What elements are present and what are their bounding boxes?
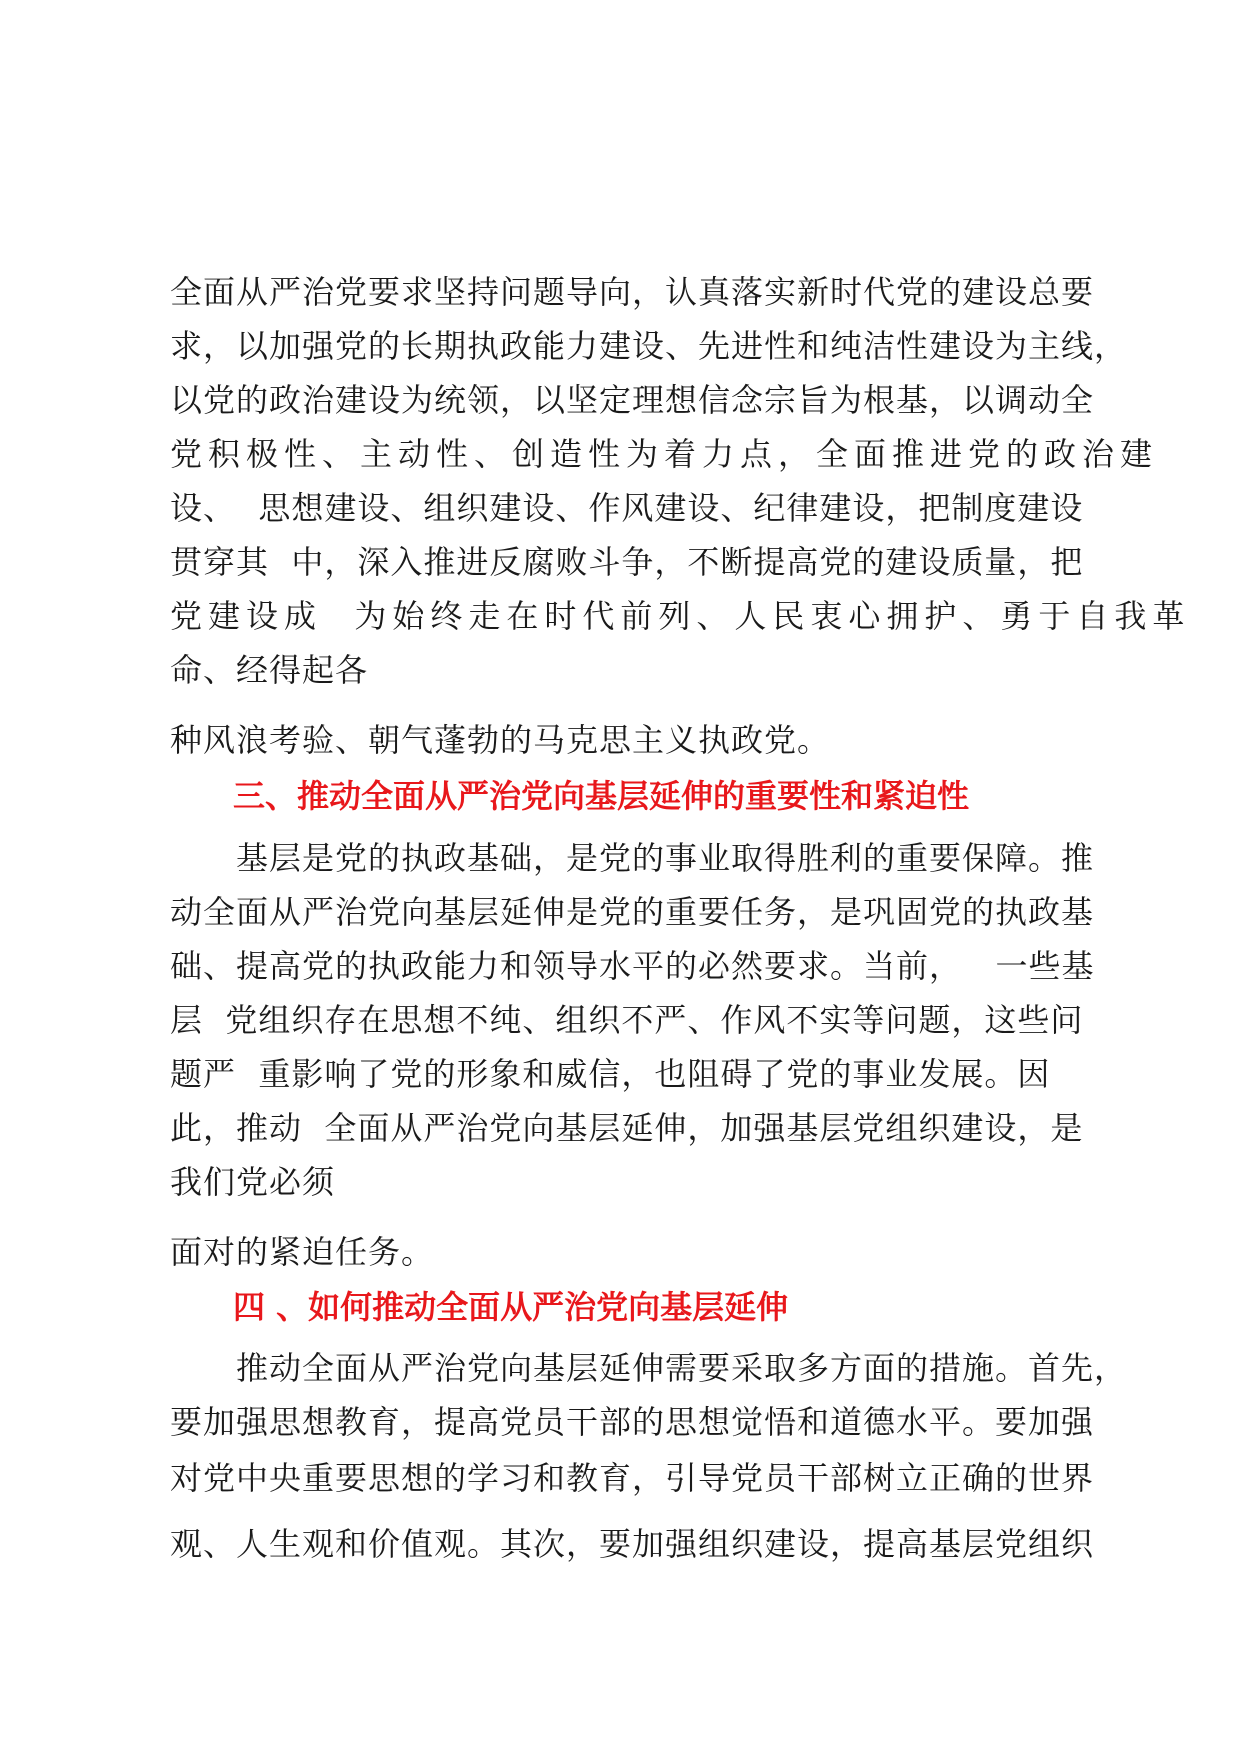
paragraph2-line-7: 我们党必须 [170,1163,336,1201]
paragraph1-line-3: 以党的政治建设为统领，以坚定理想信念宗旨为根基，以调动全 [170,381,1095,419]
paragraph1-line-5: 设、 思想建设、组织建设、作风建设、纪律建设，把制度建设 [170,489,1084,527]
paragraph1-line-6: 贯穿其 中，深入推进反腐败斗争，不断提高党的建设质量，把 [170,543,1084,581]
section-heading-4: 四 、如何推动全面从严治党向基层延伸 [233,1288,789,1326]
paragraph1-line-7: 党建设成 为始终走在时代前列、人民衷心拥护、勇于自我革 [170,597,1191,635]
paragraph3-line-2: 要加强思想教育，提高党员干部的思想觉悟和道德水平。要加强 [170,1403,1095,1441]
paragraph1-line-4: 党积极性、主动性、创造性为着力点，全面推进党的政治建 [170,435,1159,473]
paragraph2-line-3: 础、提高党的执政能力和领导水平的必然要求。当前， 一些基 [170,947,1095,985]
paragraph3-line-3: 对党中央重要思想的学习和教育，引导党员干部树立正确的世界 [170,1459,1095,1497]
paragraph1-line-8: 命、经得起各 [170,651,369,689]
paragraph2-line-5: 题严 重影响了党的形象和威信，也阻碍了党的事业发展。因 [170,1055,1051,1093]
paragraph1-line-9: 种风浪考验、朝气蓬勃的马克思主义执政党。 [170,721,831,759]
section-heading-3: 三、推动全面从严治党向基层延伸的重要性和紧迫性 [233,777,970,815]
paragraph2-line-8: 面对的紧迫任务。 [170,1233,435,1271]
paragraph1-line-2: 求，以加强党的长期执政能力建设、先进性和纯洁性建设为主线， [170,327,1128,365]
paragraph3-line-4: 观、人生观和价值观。其次，要加强组织建设，提高基层党组织 [170,1525,1095,1563]
paragraph2-line-1: 基层是党的执政基础，是党的事业取得胜利的重要保障。推 [236,839,1095,877]
paragraph2-line-2: 动全面从严治党向基层延伸是党的重要任务，是巩固党的执政基 [170,893,1095,931]
paragraph2-line-4: 层 党组织存在思想不纯、组织不严、作风不实等问题，这些问 [170,1001,1084,1039]
paragraph2-line-6: 此，推动 全面从严治党向基层延伸，加强基层党组织建设，是 [170,1109,1084,1147]
paragraph3-line-1: 推动全面从严治党向基层延伸需要采取多方面的措施。首先， [236,1349,1128,1387]
paragraph1-line-1: 全面从严治党要求坚持问题导向，认真落实新时代党的建设总要 [170,273,1095,311]
